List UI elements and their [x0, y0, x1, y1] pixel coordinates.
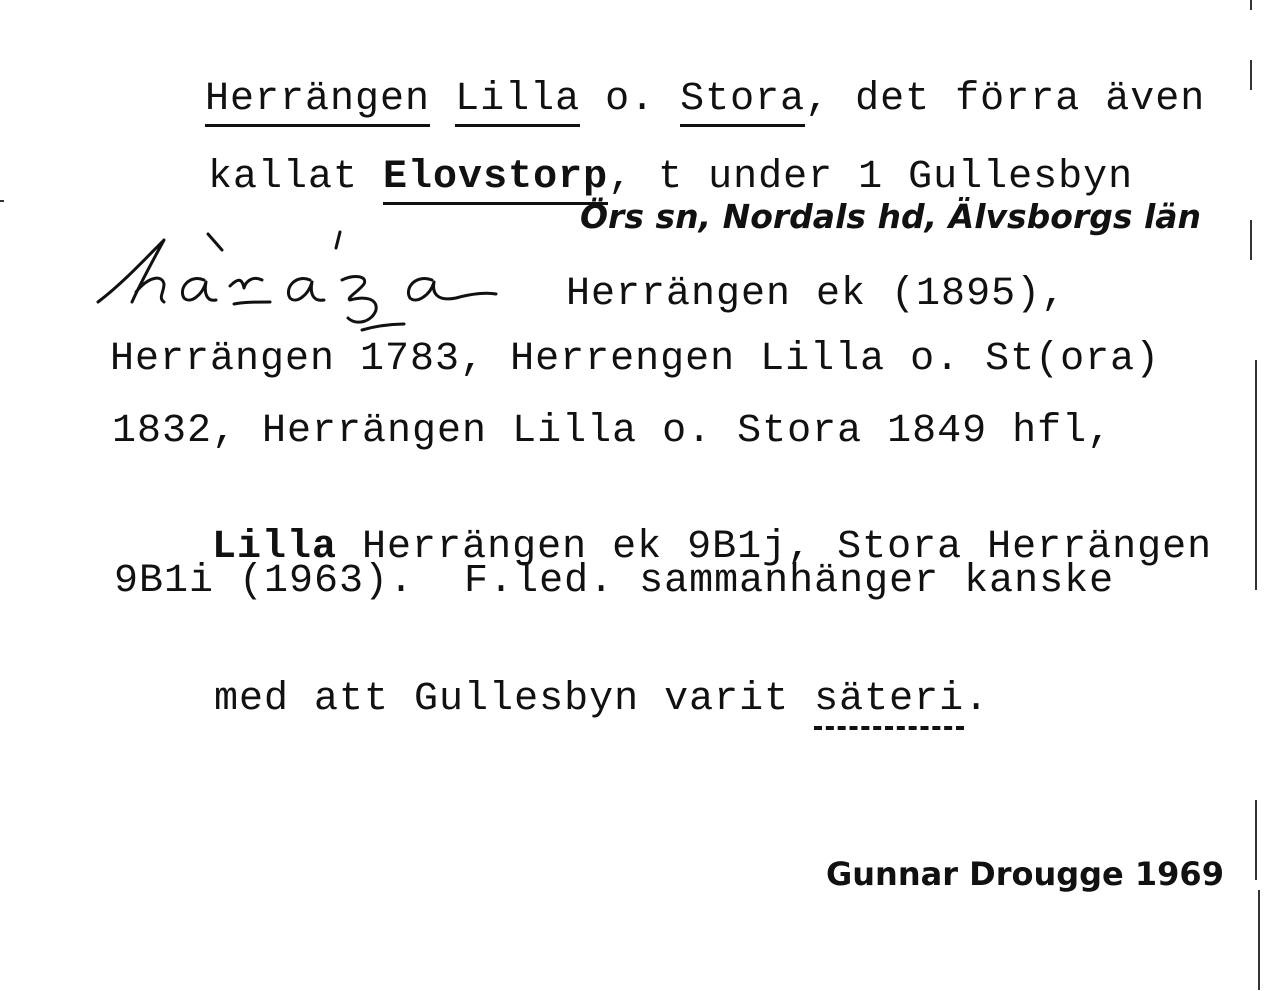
scan-edge-mark [1250, 0, 1252, 10]
phonetic-transcription [92, 222, 512, 332]
text-line-5: 1832, Herrängen Lilla o. Stora 1849 hfl, [112, 409, 1113, 454]
scan-edge-mark [0, 200, 4, 202]
scan-edge-mark [1250, 60, 1252, 90]
place-name-lilla: Lilla [455, 77, 580, 127]
text-line-8 [114, 640, 989, 760]
text-o: o. [580, 77, 681, 122]
text-kallat: kallat [208, 155, 384, 200]
place-name-stora: Stora [680, 77, 805, 127]
place-name-herrangen: Herrängen [205, 77, 430, 127]
scan-edge-mark [1255, 360, 1257, 590]
text-line-3: Herrängen ek (1895), [566, 272, 1067, 317]
scan-edge-mark [1255, 800, 1257, 880]
text-det-forra: , det förra även [805, 77, 1206, 122]
text-lilla-struck: Lilla [212, 525, 338, 570]
scan-edge-mark [1250, 220, 1252, 260]
text-line-4: Herrängen 1783, Herrengen Lilla o. St(ora) [110, 337, 1161, 382]
place-name-elovstorp: Elovstorp [383, 155, 608, 205]
signature: Gunnar Drougge 1969 [826, 855, 1224, 893]
text-line-7: 9B1i (1963). F.led. sammanhänger kanske [114, 559, 1115, 604]
text-herrangen-ek: Herrängen ek 9B1j, Stora Herrängen [337, 525, 1213, 570]
location-stamp: Örs sn, Nordals hd, Älvsborgs län [580, 197, 1202, 236]
text-t-under: , t under 1 Gullesbyn [608, 155, 1134, 200]
text-period: . [964, 677, 990, 722]
scan-edge-mark [1258, 890, 1260, 990]
word-sateri: säteri [814, 677, 964, 730]
text-med-att: med att Gullesbyn varit [214, 677, 815, 722]
